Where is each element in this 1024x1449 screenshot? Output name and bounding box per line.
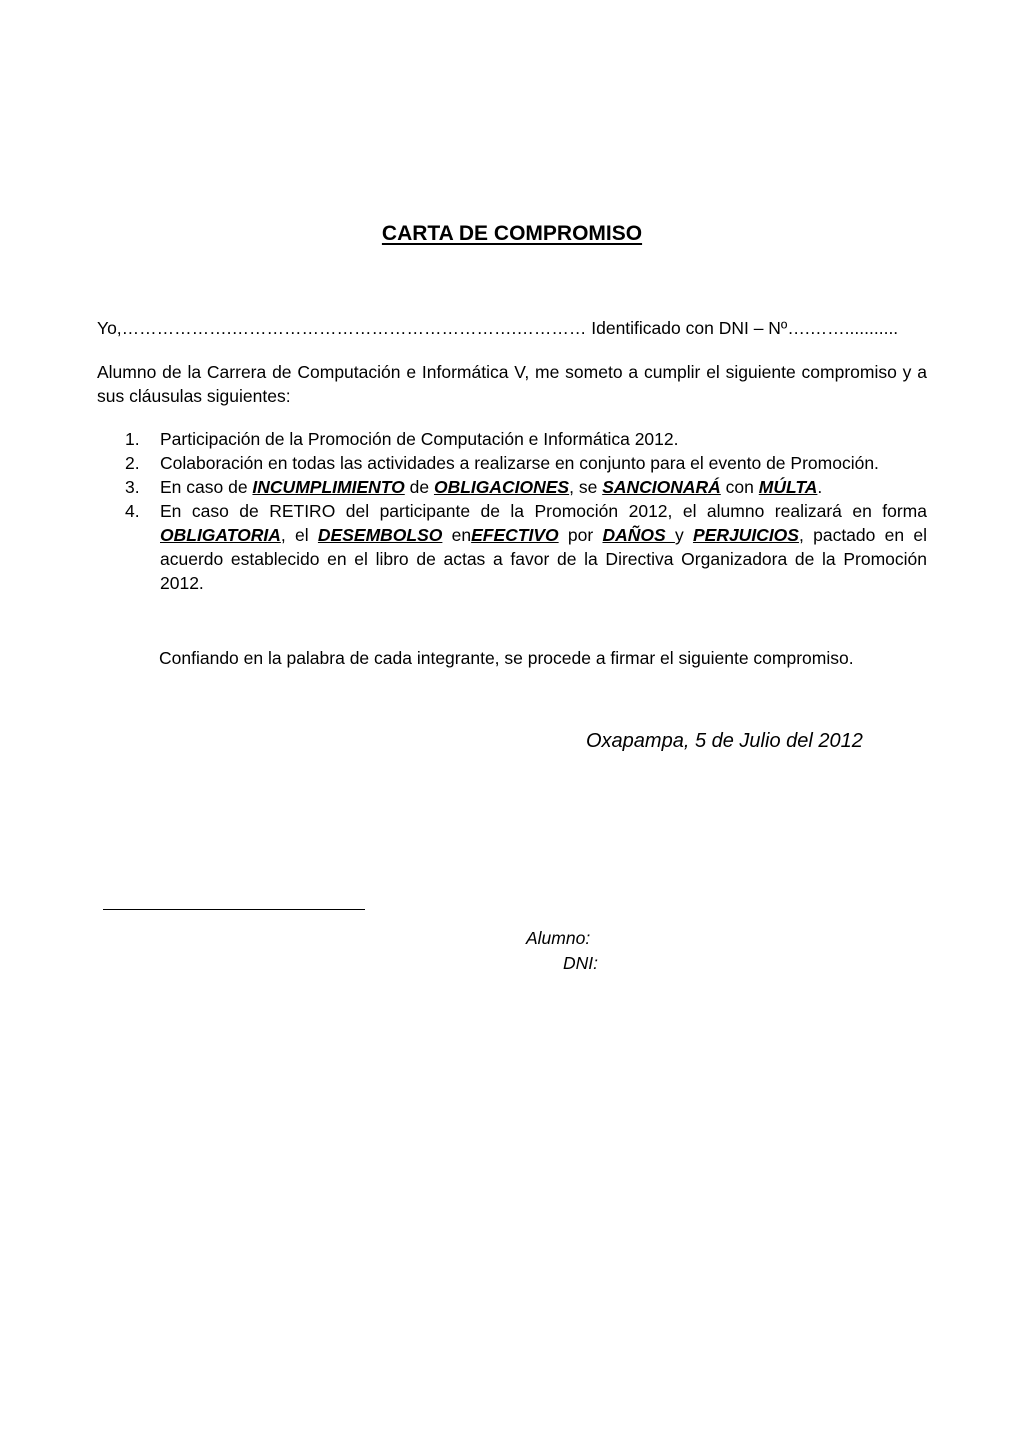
clause-text: , pactado en el acuerdo establecido en el libro de actas a favor de la Directiva Organizadora de la Promoción 2012. bbox=[160, 525, 927, 593]
document-title: CARTA DE COMPROMISO bbox=[381, 222, 643, 245]
clause-text: Participación de la Promoción de Computación e Informática 2012. bbox=[160, 429, 679, 449]
keyword-obligatoria: OBLIGATORIA bbox=[160, 525, 281, 545]
keyword-obligaciones: OBLIGACIONES bbox=[433, 477, 570, 497]
keyword-incumplimiento: INCUMPLIMIENTO bbox=[252, 477, 405, 497]
student-identity-line: Yo,……………….………………………………………….………… Identificado con DNI – Nº….……........... bbox=[97, 318, 899, 338]
place-date-line: Oxapampa, 5 de Julio del 2012 bbox=[586, 730, 863, 752]
clause-text: . bbox=[817, 477, 823, 497]
keyword-sancionara: SANCIONARÁ bbox=[602, 477, 721, 497]
clause-text: con bbox=[720, 477, 759, 497]
clause-item-2 bbox=[97, 451, 927, 475]
clause-text: de bbox=[404, 477, 434, 497]
intro-paragraph: Alumno de la Carrera de Computación e Informática V, me someto a cumplir el siguiente compromiso y a sus cláusulas siguientes: bbox=[97, 362, 927, 406]
clause-number: 1. bbox=[125, 429, 140, 449]
clause-number: 2. bbox=[125, 453, 140, 473]
dni-label: DNI: bbox=[563, 953, 598, 973]
keyword-danos: DAÑOS bbox=[602, 525, 675, 545]
clause-text: en bbox=[442, 525, 472, 545]
clause-item-1 bbox=[97, 427, 927, 451]
clause-text: Colaboración en todas las actividades a realizarse en conjunto para el evento de Promoción. bbox=[160, 453, 879, 473]
clause-item-3 bbox=[97, 475, 927, 499]
clause-number: 3. bbox=[125, 477, 140, 497]
keyword-multa: MÚLTA bbox=[758, 477, 818, 497]
keyword-desembolso: DESEMBOLSO bbox=[317, 525, 443, 545]
clause-text: , el bbox=[280, 525, 318, 545]
clause-text: y bbox=[674, 525, 693, 545]
clause-item-4 bbox=[97, 499, 927, 595]
signature-line bbox=[103, 909, 365, 910]
clause-text: , se bbox=[569, 477, 603, 497]
clause-text: En caso de RETIRO del participante de la Promoción 2012, el alumno realizará en forma bbox=[160, 501, 927, 521]
alumno-label: Alumno: bbox=[526, 928, 591, 948]
closing-paragraph: Confiando en la palabra de cada integrante, se procede a firmar el siguiente compromiso. bbox=[159, 648, 854, 668]
clause-number: 4. bbox=[125, 501, 140, 521]
clause-text: por bbox=[558, 525, 603, 545]
clause-text: En caso de bbox=[160, 477, 253, 497]
keyword-efectivo: EFECTIVO bbox=[471, 525, 559, 545]
clause-list bbox=[97, 427, 927, 595]
keyword-perjuicios: PERJUICIOS bbox=[692, 525, 799, 545]
